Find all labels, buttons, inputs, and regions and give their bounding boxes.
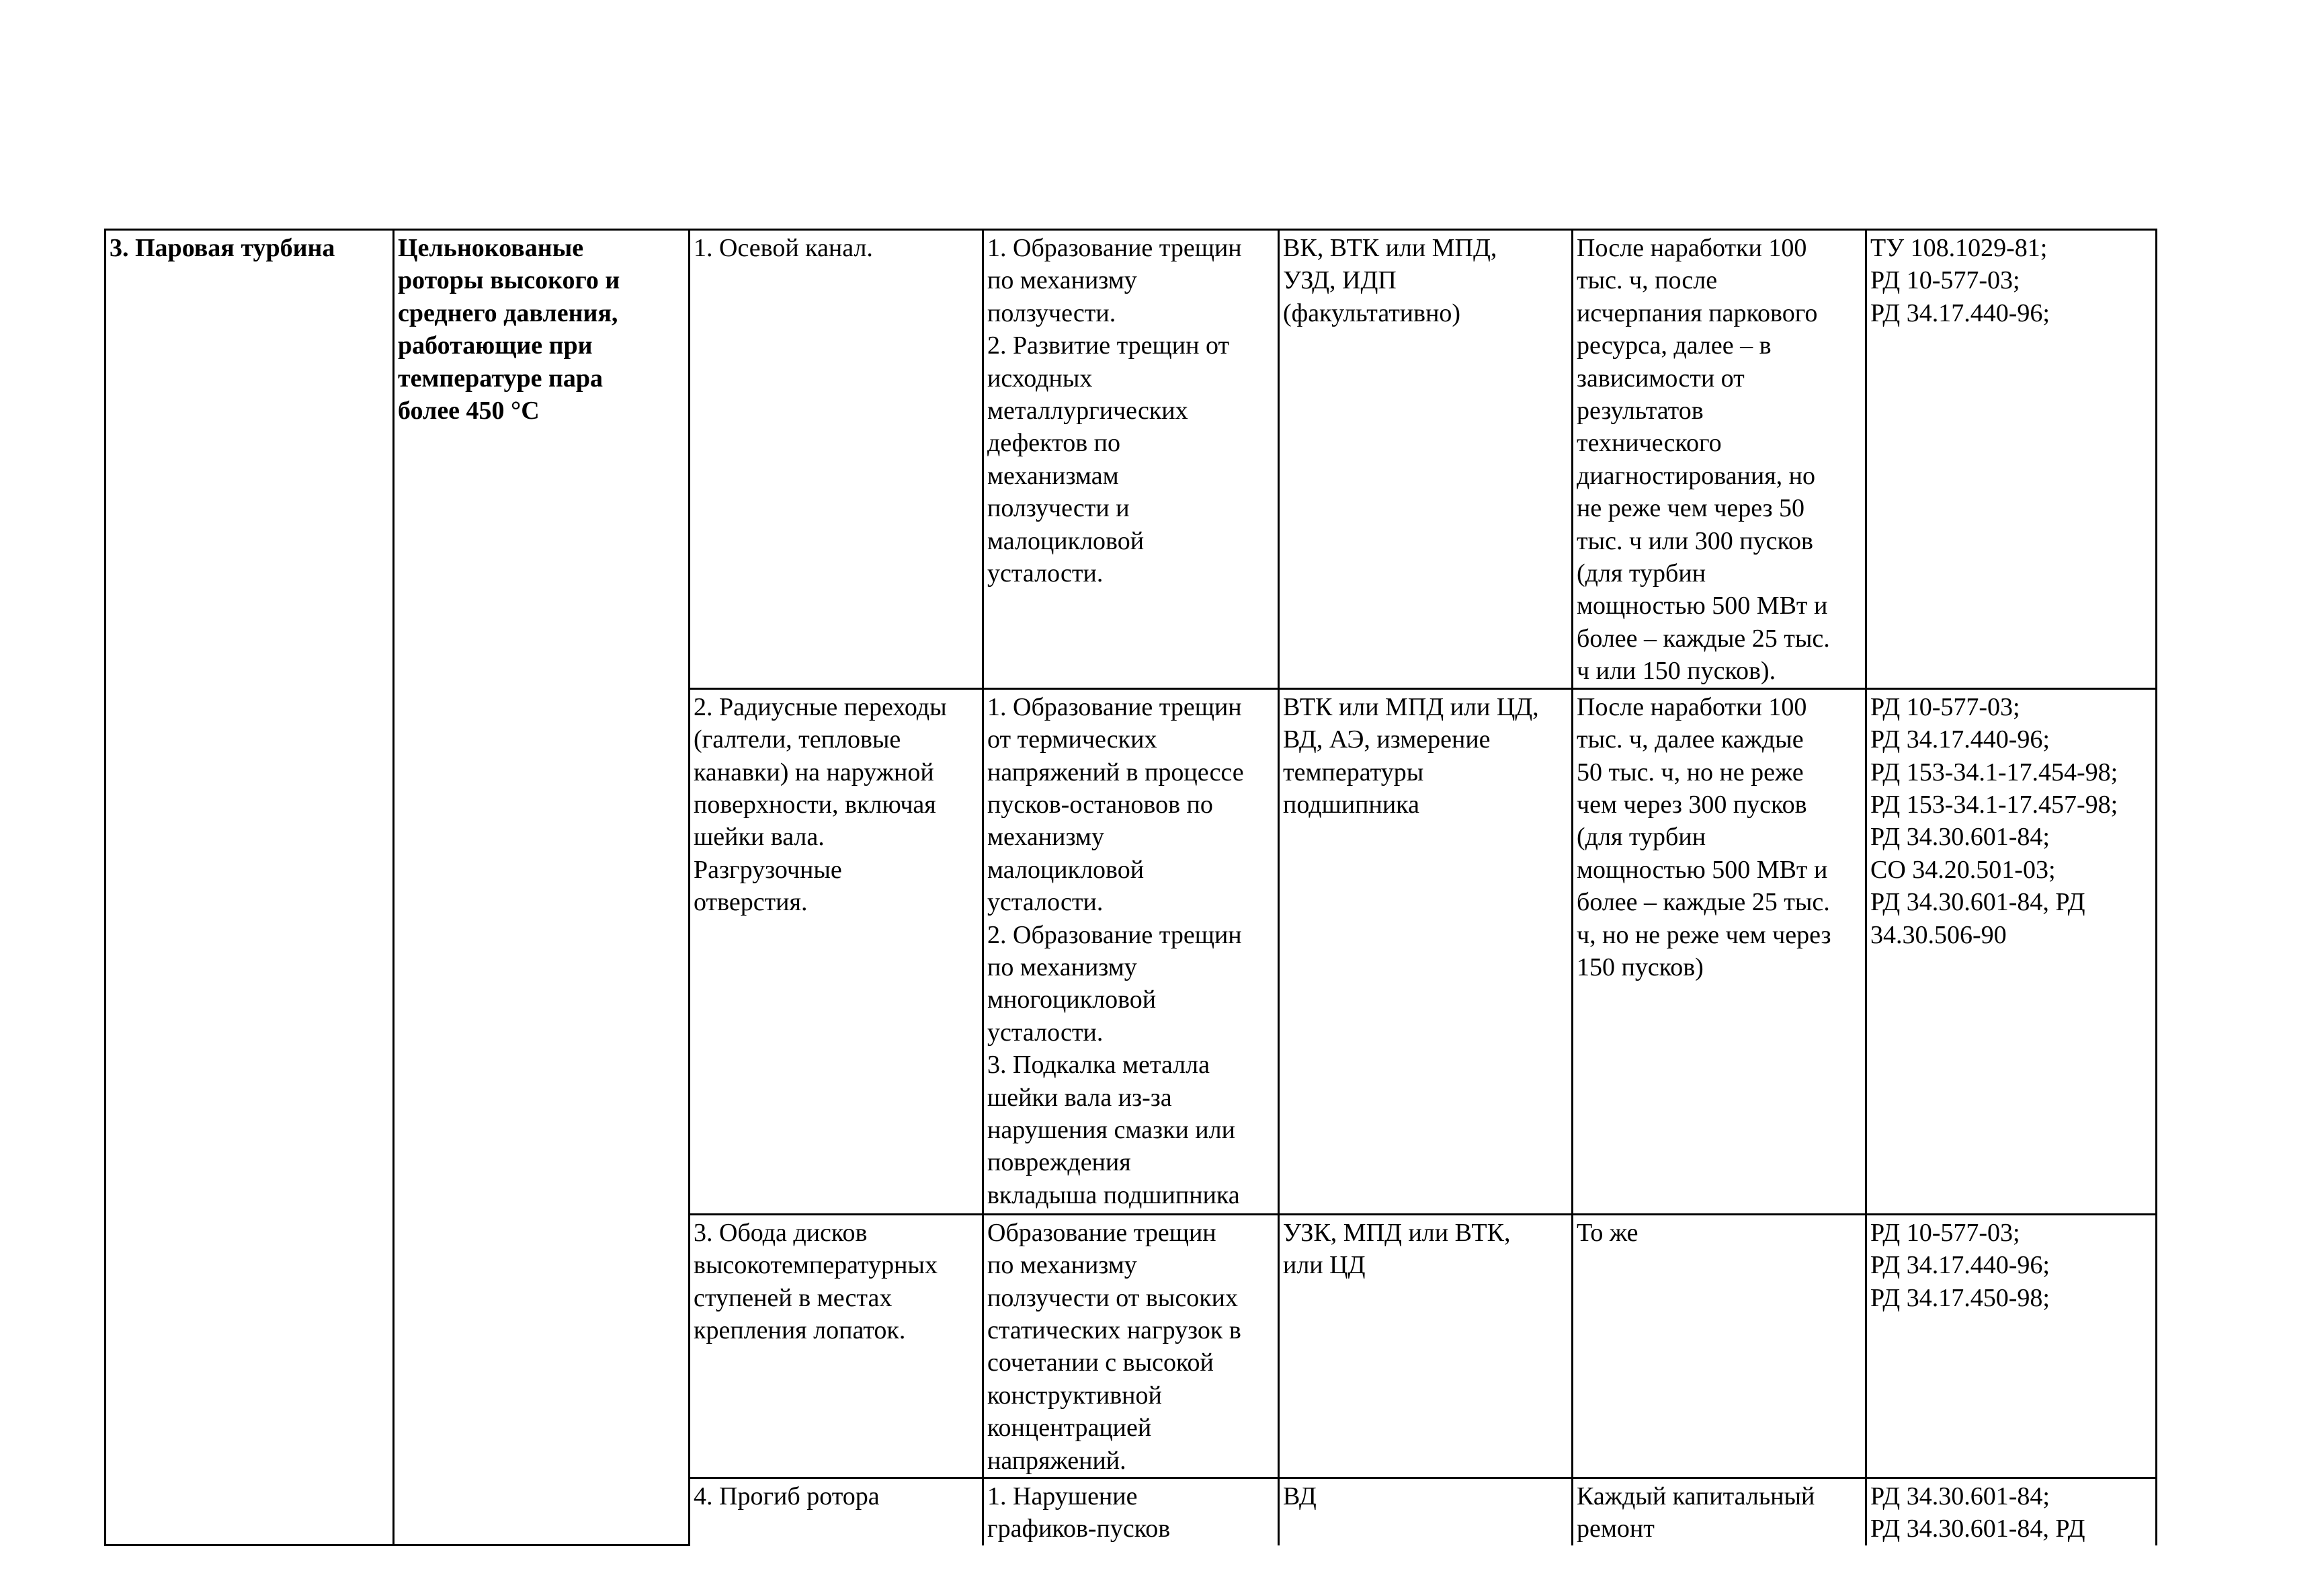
docs-cell [1866, 1478, 2157, 1545]
method-text-line: ВД [1283, 1482, 1317, 1510]
damage-text-line: сочетании с высокой [987, 1348, 1214, 1377]
object-text-line: температуре пара [398, 364, 604, 393]
damage-cell [983, 1214, 1279, 1478]
table-row [106, 230, 2157, 689]
doc-reference: РД 34.17.450-98; [1870, 1283, 2050, 1312]
method-cell [1279, 688, 1573, 1214]
method-text-line: ВТК или МПД или ЦД, [1283, 692, 1539, 721]
doc-reference: РД 153-34.1-17.454-98; [1870, 758, 2118, 787]
zone-text-line: ступеней в местах [694, 1283, 893, 1312]
docs-cell [1866, 1214, 2157, 1478]
damage-cell [983, 1478, 1279, 1545]
period-text-line: более – каждые 25 тыс. [1577, 624, 1830, 653]
object-text-line: работающие при [398, 331, 593, 360]
damage-text-line: 3. Подкалка металла [987, 1051, 1210, 1080]
damage-text-line: усталости. [987, 559, 1104, 588]
zone-cell [690, 688, 983, 1214]
zone-text-line: отверстия. [694, 888, 808, 917]
damage-text-line: малоцикловой [987, 855, 1145, 884]
doc-reference: РД 34.30.601-84, РД [1870, 1515, 2085, 1543]
damage-text-line: шейки вала из-за [987, 1083, 1172, 1112]
damage-text-line: нарушения смазки или [987, 1115, 1235, 1144]
period-cell [1573, 1478, 1866, 1545]
period-text-line: диагностирования, но [1577, 461, 1816, 490]
damage-text-line: 1. Образование трещин [987, 692, 1242, 721]
damage-text-line: исходных [987, 364, 1093, 393]
damage-text-line: ползучести от высоких [987, 1283, 1238, 1312]
zone-text-line: высокотемпературных [694, 1251, 938, 1280]
damage-text-line: по механизму [987, 953, 1137, 981]
zone-cell [690, 1214, 983, 1478]
method-text-line: ВД, АЭ, измерение [1283, 725, 1491, 754]
doc-reference: РД 34.17.440-96; [1870, 298, 2050, 327]
method-text-line: УЗД, ИДП [1283, 266, 1397, 295]
doc-reference: РД 10-577-03; [1870, 1218, 2020, 1247]
period-text-line: (для турбин [1577, 559, 1706, 588]
method-cell [1279, 1214, 1573, 1478]
method-text-line: температуры [1283, 758, 1424, 787]
doc-reference: РД 34.30.601-84, РД [1870, 888, 2085, 917]
object-text-line: роторы высокого и [398, 266, 620, 295]
method-text-line: УЗК, МПД или ВТК, [1283, 1218, 1511, 1247]
damage-text-line: 2. Развитие трещин от [987, 331, 1230, 360]
damage-text-line: многоцикловой [987, 985, 1157, 1014]
damage-text-line: малоцикловой [987, 526, 1145, 555]
section-cell [106, 230, 394, 1545]
zone-cell [690, 1478, 983, 1545]
period-text-line: тыс. ч, после [1577, 266, 1718, 295]
method-cell [1279, 230, 1573, 689]
doc-reference: РД 10-577-03; [1870, 692, 2020, 721]
period-text-line: технического [1577, 429, 1722, 458]
period-text-line: ч или 150 пусков). [1577, 657, 1776, 686]
damage-text-line: дефектов по [987, 429, 1120, 458]
period-text-line: результатов [1577, 397, 1704, 426]
object-text-line: Цельнокованые [398, 234, 584, 262]
damage-text-line: конструктивной [987, 1381, 1162, 1410]
method-text-line: подшипника [1283, 790, 1419, 819]
period-text-line: 150 пусков) [1577, 953, 1704, 981]
damage-text-line: по механизму [987, 266, 1137, 295]
period-text-line: тыс. ч или 300 пусков [1577, 526, 1813, 555]
damage-text-line: статических нагрузок в [987, 1316, 1241, 1344]
zone-text-line: 4. Прогиб ротора [694, 1482, 880, 1510]
damage-text-line: от термических [987, 725, 1157, 754]
doc-reference: РД 153-34.1-17.457-98; [1870, 790, 2118, 819]
method-cell [1279, 1478, 1573, 1545]
period-text-line: Каждый капитальный [1577, 1482, 1815, 1510]
zone-text-line: Разгрузочные [694, 855, 842, 884]
method-text-line: или ЦД [1283, 1251, 1366, 1280]
zone-text-line: 3. Обода дисков [694, 1218, 868, 1247]
zone-text-line: 1. Осевой канал. [694, 234, 873, 262]
method-text-line: (факультативно) [1283, 298, 1461, 327]
doc-reference: РД 34.30.601-84; [1870, 823, 2050, 852]
damage-text-line: ползучести. [987, 298, 1116, 327]
doc-reference: СО 34.20.501-03; [1870, 855, 2056, 884]
damage-text-line: концентрацией [987, 1414, 1152, 1443]
damage-text-line: механизмам [987, 461, 1119, 490]
zone-cell [690, 230, 983, 689]
method-text-line: ВК, ВТК или МПД, [1283, 234, 1497, 262]
docs-cell [1866, 230, 2157, 689]
period-text-line: более – каждые 25 тыс. [1577, 888, 1830, 917]
period-text-line: После наработки 100 [1577, 692, 1807, 721]
doc-reference: РД 10-577-03; [1870, 266, 2020, 295]
damage-text-line: усталости. [987, 1018, 1104, 1047]
period-text-line: не реже чем через 50 [1577, 494, 1805, 523]
damage-text-line: усталости. [987, 888, 1104, 917]
period-text-line: чем через 300 пусков [1577, 790, 1807, 819]
doc-reference: РД 34.17.440-96; [1870, 1251, 2050, 1280]
damage-text-line: напряжений. [987, 1446, 1126, 1475]
damage-text-line: Образование трещин [987, 1218, 1216, 1247]
period-text-line: 50 тыс. ч, но не реже [1577, 758, 1804, 787]
zone-text-line: шейки вала. [694, 823, 825, 852]
zone-text-line: 2. Радиусные переходы [694, 692, 947, 721]
damage-cell [983, 230, 1279, 689]
damage-text-line: напряжений в процессе [987, 758, 1244, 787]
zone-text-line: (галтели, тепловые [694, 725, 901, 754]
period-text-line: (для турбин [1577, 823, 1706, 852]
damage-text-line: металлургических [987, 397, 1188, 426]
period-text-line: ч, но не реже чем через [1577, 920, 1831, 949]
period-cell [1573, 1214, 1866, 1478]
damage-text-line: графиков-пусков [987, 1515, 1171, 1543]
damage-text-line: ползучести и [987, 494, 1130, 523]
inspection-table [104, 229, 2157, 1546]
period-text-line: ремонт [1577, 1515, 1655, 1543]
damage-text-line: механизму [987, 823, 1104, 852]
period-text-line: мощностью 500 МВт и [1577, 855, 1828, 884]
section-title: 3. Паровая турбина [110, 234, 335, 262]
doc-reference: РД 34.30.601-84; [1870, 1482, 2050, 1510]
period-text-line: После наработки 100 [1577, 234, 1807, 262]
period-text-line: тыс. ч, далее каждые [1577, 725, 1804, 754]
doc-reference: ТУ 108.1029-81; [1870, 234, 2048, 262]
period-cell [1573, 230, 1866, 689]
damage-text-line: 1. Образование трещин [987, 234, 1242, 262]
damage-text-line: пусков-остановов по [987, 790, 1213, 819]
doc-reference: 34.30.506-90 [1870, 920, 2007, 949]
object-text-line: среднего давления, [398, 298, 618, 327]
damage-text-line: по механизму [987, 1251, 1137, 1280]
zone-text-line: крепления лопаток. [694, 1316, 906, 1344]
damage-cell [983, 688, 1279, 1214]
period-text-line: мощностью 500 МВт и [1577, 592, 1828, 620]
object-cell [394, 230, 690, 1545]
damage-text-line: вкладыша подшипника [987, 1180, 1240, 1209]
docs-cell [1866, 688, 2157, 1214]
damage-text-line: 1. Нарушение [987, 1482, 1138, 1510]
doc-reference: РД 34.17.440-96; [1870, 725, 2050, 754]
damage-text-line: повреждения [987, 1148, 1131, 1177]
damage-text-line: 2. Образование трещин [987, 920, 1242, 949]
period-text-line: зависимости от [1577, 364, 1745, 393]
period-cell [1573, 688, 1866, 1214]
object-text-line: более 450 °С [398, 397, 540, 426]
zone-text-line: поверхности, включая [694, 790, 936, 819]
period-text-line: То же [1577, 1218, 1638, 1247]
period-text-line: исчерпания паркового [1577, 298, 1818, 327]
zone-text-line: канавки) на наружной [694, 758, 934, 787]
period-text-line: ресурса, далее – в [1577, 331, 1772, 360]
